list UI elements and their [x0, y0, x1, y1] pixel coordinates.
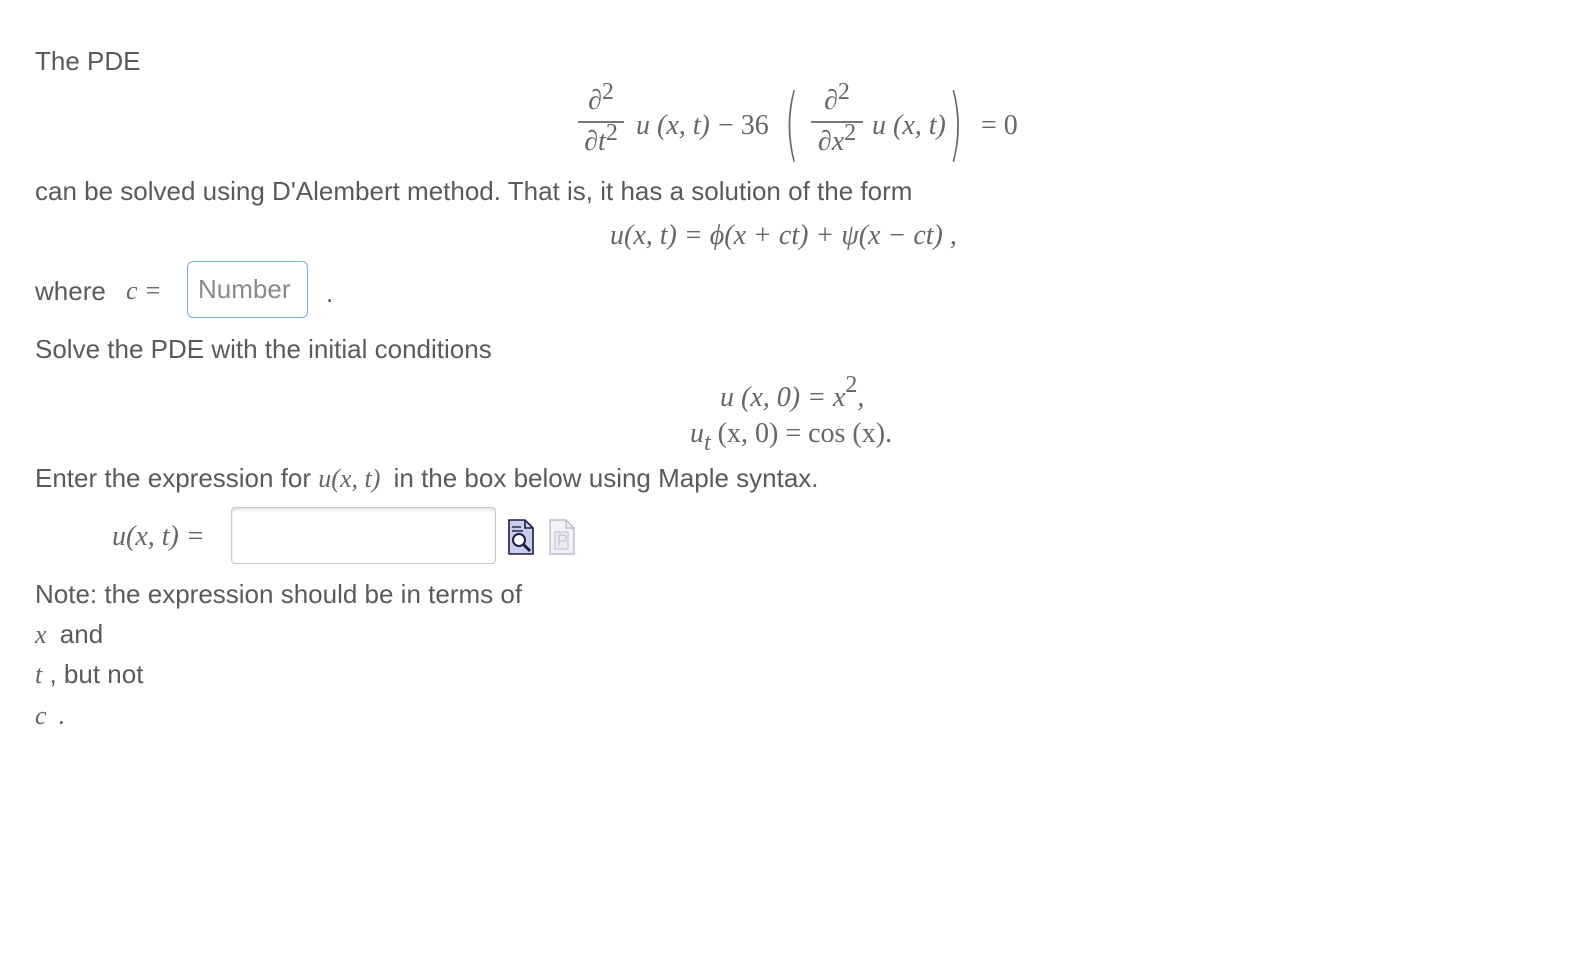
- note-line-3: [35, 659, 143, 690]
- initial-condition-1: [720, 372, 865, 414]
- enter-instruction: [35, 463, 819, 494]
- preview-icon: [507, 519, 535, 555]
- pde-minus-36: − 36: [718, 110, 769, 141]
- enter-post: in the box below using Maple syntax.: [393, 463, 819, 493]
- note-var-t: t: [35, 660, 43, 689]
- note-var-x: x: [35, 620, 47, 649]
- space-second-derivative: [811, 79, 863, 158]
- fraction-numerator: ∂2: [588, 79, 614, 116]
- pde-u-term-1: u (x, t): [636, 110, 710, 141]
- note-var-c: c: [35, 701, 47, 730]
- note-and: and: [59, 619, 104, 649]
- initial-conditions-intro: Solve the PDE with the initial conditions: [35, 334, 492, 364]
- syntax-help-button[interactable]: [548, 519, 576, 560]
- note-line-1: Note: the expression should be in terms of: [35, 579, 523, 609]
- fraction-numerator: ∂2: [824, 79, 850, 116]
- ic2-subscript: t: [704, 430, 711, 456]
- note-period: .: [57, 700, 66, 730]
- answer-input[interactable]: [231, 507, 496, 564]
- time-second-derivative: [578, 79, 624, 158]
- note-line-2: [35, 619, 103, 650]
- pde-equals-zero: = 0: [981, 110, 1018, 141]
- preview-button[interactable]: [507, 519, 535, 560]
- ic1-exponent: 2: [845, 372, 858, 398]
- fraction-denominator: ∂t2: [584, 119, 618, 157]
- c-period: .: [326, 278, 334, 308]
- ic1-comma: ,: [857, 382, 865, 413]
- intro-text: The PDE: [35, 46, 141, 76]
- dalembert-text: can be solved using D'Alembert method. That is, it has a solution of the form: [35, 176, 913, 206]
- ic2-u: u: [690, 418, 704, 449]
- where-label: where: [35, 276, 106, 306]
- syntax-help-icon: [548, 519, 576, 555]
- left-paren: (: [784, 77, 799, 170]
- pde-u-term-2: u (x, t): [872, 110, 946, 141]
- fraction-denominator: ∂x2: [817, 119, 857, 157]
- answer-label: u(x, t) =: [112, 521, 205, 552]
- enter-pre: Enter the expression for: [35, 463, 312, 493]
- c-equals-label: c =: [126, 276, 162, 305]
- note-line-4: [35, 700, 65, 731]
- enter-var: u(x, t): [318, 464, 381, 493]
- c-value-input[interactable]: [187, 261, 308, 318]
- ic1-lhs: u (x, 0) = x: [720, 382, 846, 413]
- ic2-rest: (x, 0) = cos (x).: [717, 418, 893, 449]
- dalembert-formula: u(x, t) = ϕ(x + ct) + ψ(x − ct) ,: [610, 220, 957, 251]
- initial-condition-2: [690, 418, 893, 456]
- right-paren: ): [948, 77, 963, 170]
- note-but-not: , but not: [49, 659, 144, 689]
